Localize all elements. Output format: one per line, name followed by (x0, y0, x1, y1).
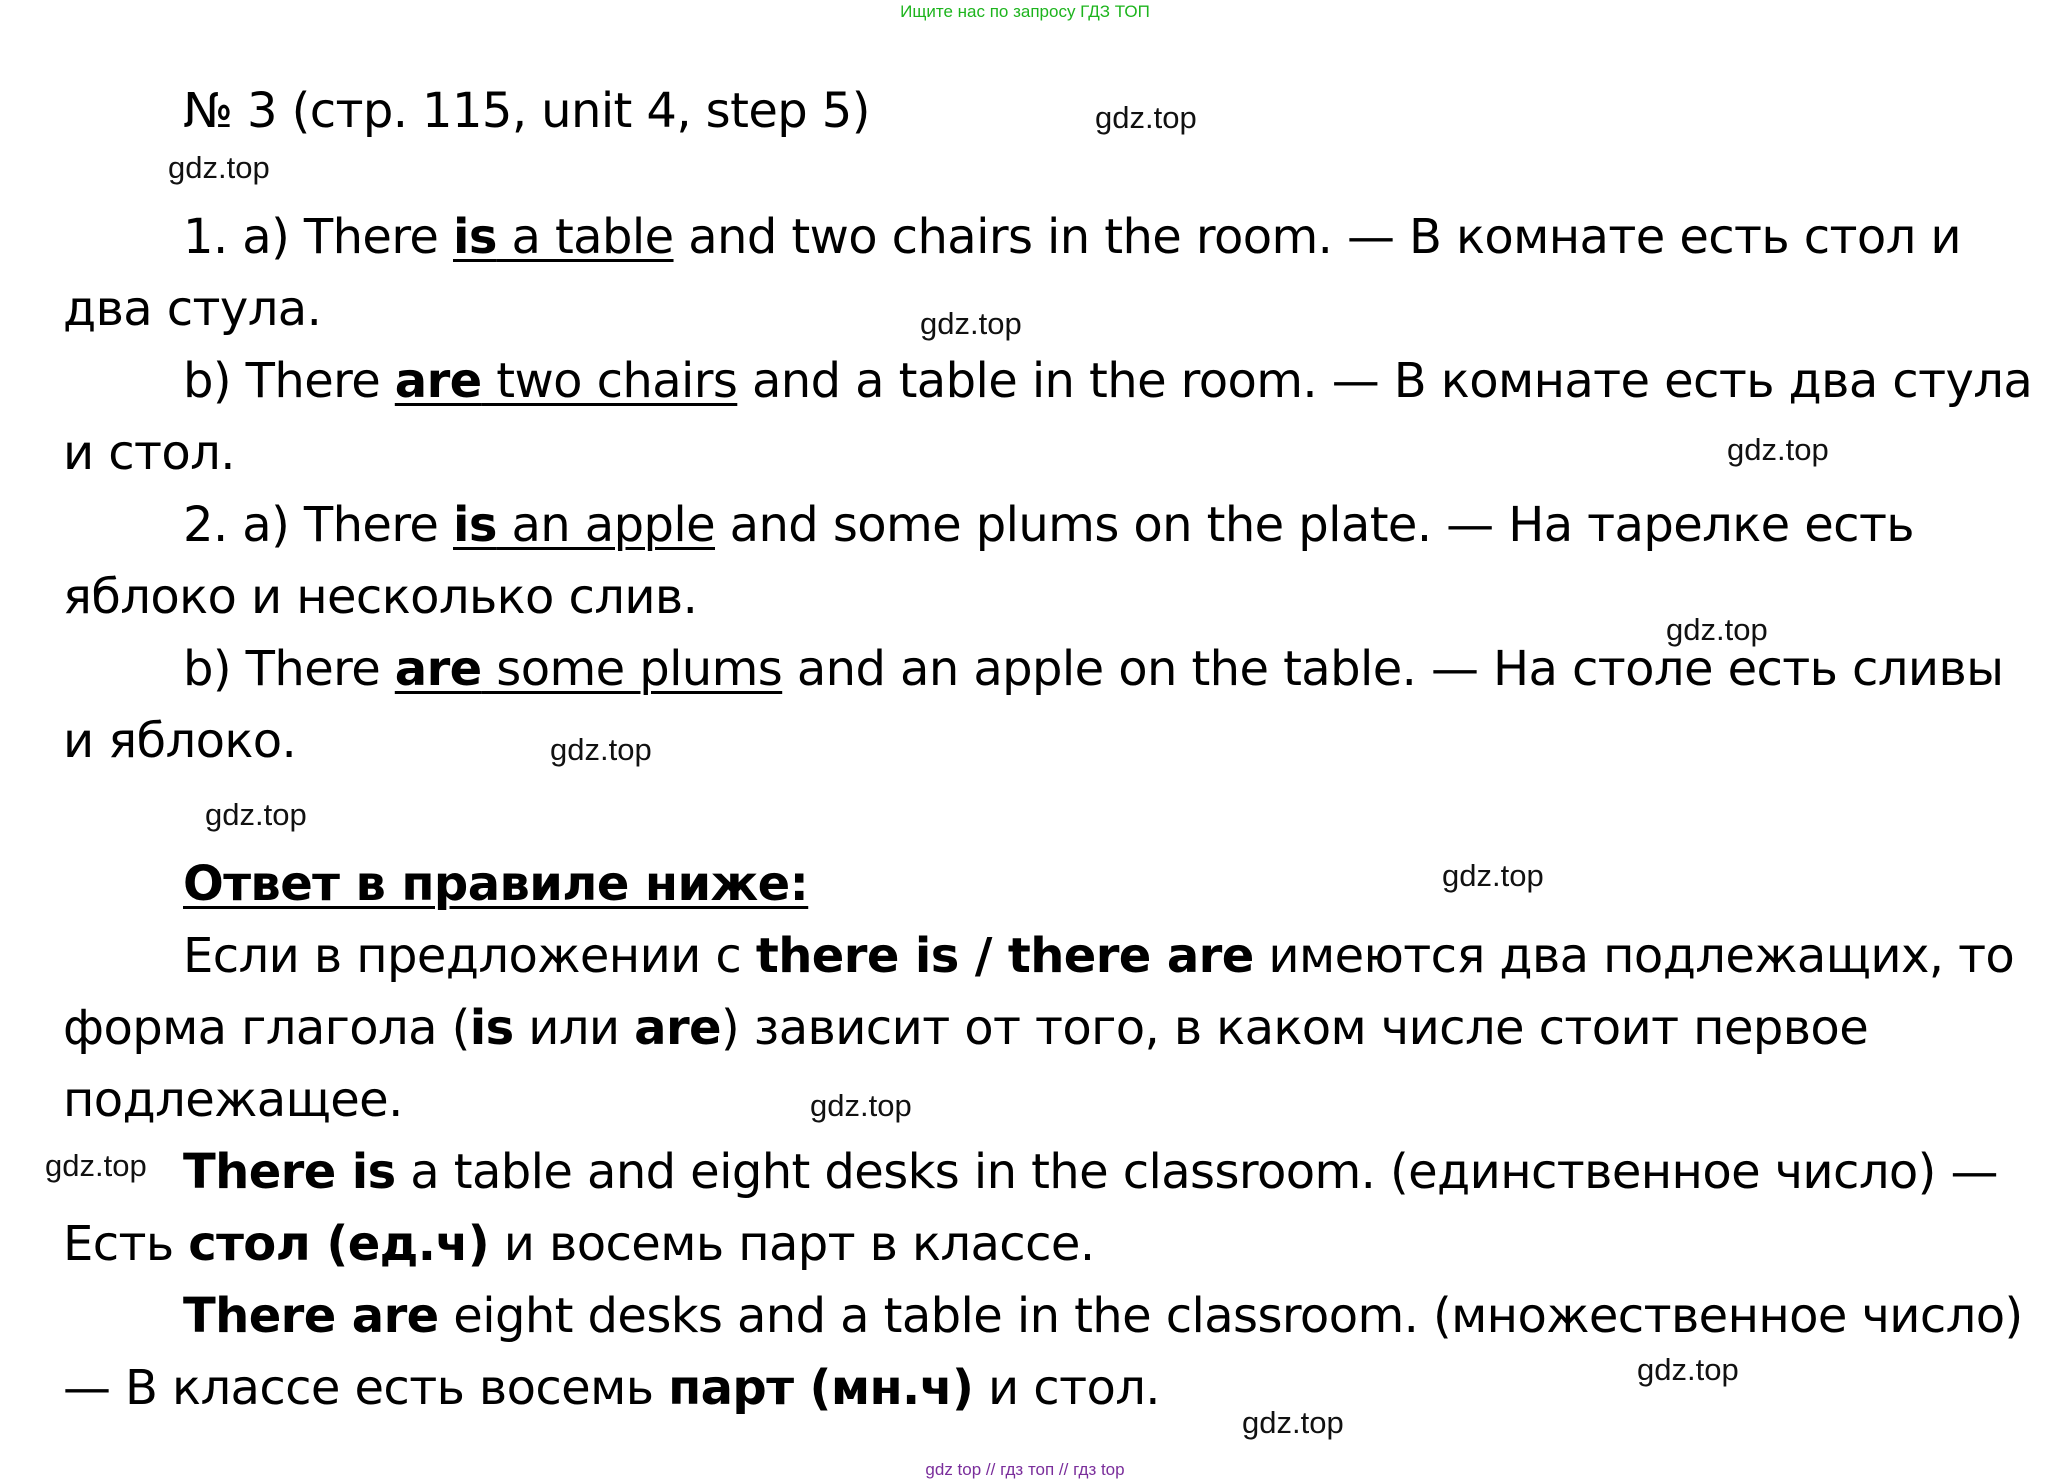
watermark: gdz.top (45, 1148, 147, 1183)
item-1b-line (183, 354, 2032, 408)
item-1a-line (183, 210, 1961, 264)
rule-text: или (513, 1000, 635, 1056)
exercise-title: № 3 (стр. 115, unit 4, step 5) (183, 83, 870, 139)
item-2b-prefix: b) There (183, 641, 395, 697)
example-2-text: и стол. (973, 1360, 1160, 1416)
example-2-line-1 (183, 1289, 2023, 1343)
item-2a-continuation: яблоко и несколько слив. (63, 569, 698, 625)
item-1b-prefix: b) There (183, 353, 395, 409)
watermark: gdz.top (168, 150, 270, 185)
rule-line-1 (183, 929, 2014, 983)
watermark: gdz.top (1637, 1352, 1739, 1387)
watermark: gdz.top (1666, 612, 1768, 647)
example-1-keyword: There is (183, 1144, 396, 1200)
answer-heading: Ответ в правиле ниже: (183, 856, 809, 912)
rule-text: Если в предложении с (183, 928, 756, 984)
watermark: gdz.top (1727, 432, 1829, 467)
watermark: gdz.top (1242, 1405, 1344, 1440)
example-1-text: и восемь парт в классе. (489, 1216, 1095, 1272)
rule-text: форма глагола ( (63, 1000, 470, 1056)
item-1a-verb: is (453, 209, 497, 265)
rule-text: ) зависит от того, в каком числе стоит первое (721, 1000, 1869, 1056)
example-1-text: a table and eight desks in the classroom. (единственное число) — (395, 1144, 1998, 1200)
item-2a-underlined (453, 497, 715, 553)
example-2-highlight: парт (мн.ч) (668, 1360, 974, 1416)
item-1a-rest: and two chairs in the room. — В комнате есть стол и (673, 209, 1961, 265)
example-2-line-2 (63, 1361, 1160, 1415)
item-2a-prefix: 2. a) There (183, 497, 453, 553)
example-1-line-1 (183, 1145, 1998, 1199)
item-1b-continuation: и стол. (63, 425, 235, 481)
item-2b-subject: some plums (481, 641, 783, 697)
watermark: gdz.top (550, 732, 652, 767)
rule-line-2 (63, 1001, 1868, 1055)
item-2a-rest: and some plums on the plate. — На тарелке есть (715, 497, 1914, 553)
rule-keyword-are: are (634, 1000, 721, 1056)
watermark: gdz.top (1095, 100, 1197, 135)
watermark: gdz.top (205, 797, 307, 832)
example-1-text: Есть (63, 1216, 189, 1272)
rule-text: имеются два подлежащих, то (1253, 928, 2015, 984)
item-2b-underlined (395, 641, 782, 697)
watermark: gdz.top (920, 306, 1022, 341)
example-1-highlight: стол (ед.ч) (188, 1216, 490, 1272)
item-1a-prefix: 1. a) There (183, 209, 453, 265)
item-1b-subject: two chairs (481, 353, 738, 409)
item-2b-line (183, 642, 2003, 696)
item-1a-continuation: два стула. (63, 281, 322, 337)
example-2-text: eight desks and a table in the classroom. (множественное число) (438, 1288, 2023, 1344)
watermark: gdz.top (810, 1088, 912, 1123)
item-2b-continuation: и яблоко. (63, 713, 297, 769)
item-2b-verb: are (394, 641, 482, 697)
rule-keyword: there is / there are (755, 928, 1254, 984)
item-2a-verb: is (453, 497, 497, 553)
item-2b-rest: and an apple on the table. — На столе есть сливы (782, 641, 2004, 697)
item-1b-verb: are (394, 353, 482, 409)
watermark: gdz.top (1442, 858, 1544, 893)
item-1a-underlined (453, 209, 674, 265)
example-2-keyword: There are (183, 1288, 439, 1344)
example-1-line-2 (63, 1217, 1094, 1271)
item-1a-subject: a table (496, 209, 674, 265)
example-2-text: — В классе есть восемь (63, 1360, 669, 1416)
item-1b-underlined (395, 353, 738, 409)
item-2a-subject: an apple (496, 497, 715, 553)
bottom-banner: gdz top // гдз топ // гдз top (925, 1460, 1125, 1479)
item-2a-line (183, 498, 1914, 552)
rule-keyword-is: is (469, 1000, 514, 1056)
item-1b-rest: and a table in the room. — В комнате есть два стула (737, 353, 2033, 409)
top-banner: Ищите нас по запросу ГДЗ ТОП (900, 2, 1150, 21)
rule-line-3: подлежащее. (63, 1072, 403, 1128)
